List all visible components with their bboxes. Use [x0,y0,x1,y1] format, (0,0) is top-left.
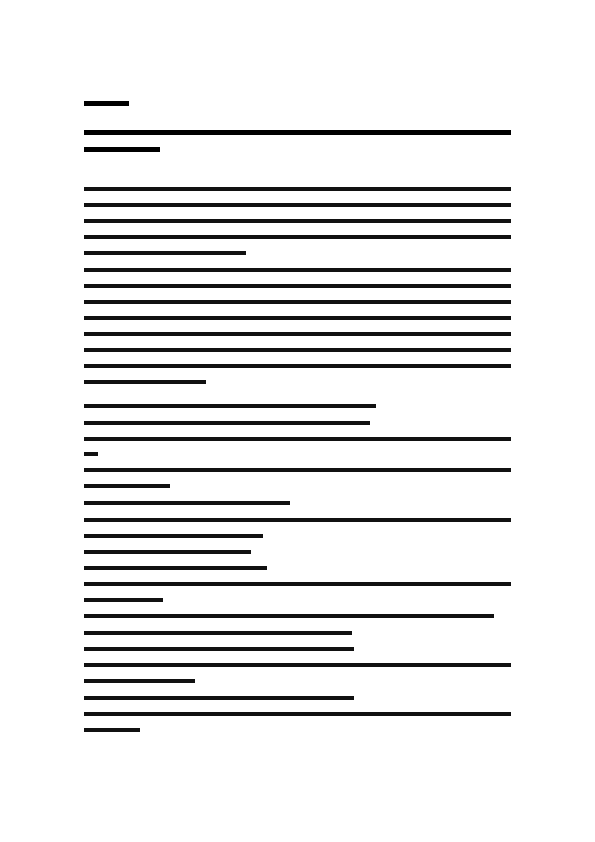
body-text-line [84,332,511,336]
list-item [84,404,376,408]
list-item [84,501,290,505]
body-text-line [84,219,511,223]
list-item [84,582,511,586]
body-text-line [84,235,511,239]
list-item [84,550,251,554]
body-text-line [84,251,246,255]
document-title-line [84,130,511,135]
list-item [84,647,354,651]
body-text-line [84,316,511,320]
list-item [84,712,511,716]
list-item [84,437,511,441]
list-item [84,679,195,683]
body-text-line [84,203,511,207]
body-text-line [84,284,511,288]
body-text-line [84,187,511,191]
list-item [84,566,267,570]
list-item [84,484,170,488]
list-item [84,696,354,700]
document-header-label [84,101,129,106]
body-text-line [84,380,206,384]
list-item [84,518,511,522]
list-item [84,631,352,635]
body-text-line [84,300,511,304]
list-item [84,614,494,618]
body-text-line [84,268,511,272]
list-item [84,452,98,456]
list-item [84,663,511,667]
list-item [84,598,163,602]
body-text-line [84,364,511,368]
list-item [84,534,263,538]
list-item [84,421,370,425]
list-item [84,468,511,472]
list-item [84,728,140,732]
document-title-line [84,147,160,152]
body-text-line [84,348,511,352]
